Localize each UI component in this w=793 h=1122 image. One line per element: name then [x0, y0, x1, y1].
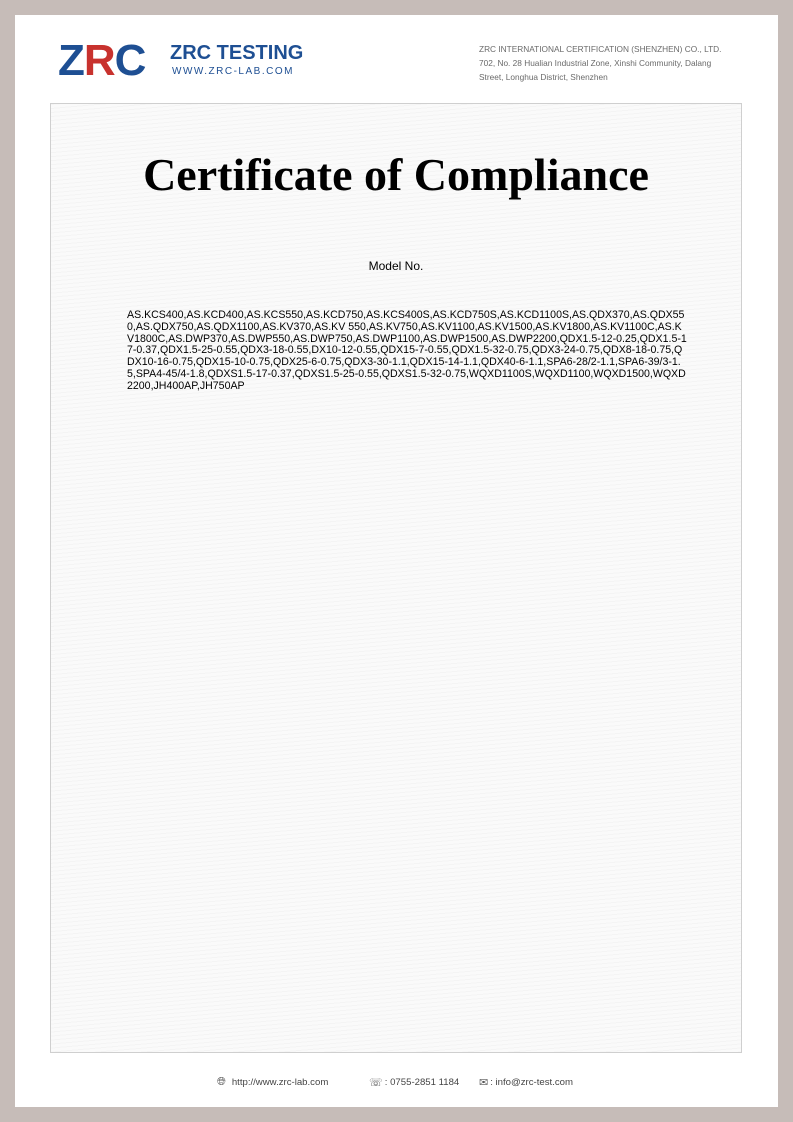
footer-email-address[interactable]: : info@zrc-test.com: [490, 1077, 573, 1088]
certificate-page: [15, 15, 778, 1107]
logo-name: ZRC TESTING: [170, 42, 304, 64]
logo-letter-z: Z: [58, 36, 84, 85]
zrc-logo: [58, 36, 308, 101]
footer-phone-number: : 0755-2851 1184: [384, 1077, 460, 1088]
footer-email: [479, 1076, 573, 1089]
footer-website-link[interactable]: http://www.zrc-lab.com: [231, 1077, 329, 1088]
certificate-frame: [50, 103, 742, 1053]
company-address-line2: Street, Longhua District, Shenzhen: [479, 72, 608, 82]
mail-icon: ✉: [479, 1077, 489, 1089]
phone-icon: ☏: [369, 1077, 383, 1089]
model-list: AS.KCS400,AS.KCD400,AS.KCS550,AS.KCD750,AS.KCS400S,AS.KCD750S,AS.KCD1100S,AS.QDX370,AS.QDX550,AS.QDX750,AS.QDX1100,AS.KV370,AS.KV 550,AS.KV750,AS.KV1100,AS.KV1500,AS.KV1800,AS.KV1100C,AS.KV1800C,AS.DWP370,AS.DWP550,AS.DWP750,AS.DWP1100,AS.DWP1500,AS.DWP2200,QDX1.5-12-0.25,QDX1.5-17-0.37,QDX1.5-25-0.55,QDX3-18-0.55,DX10-12-0.55,QDX15-7-0.55,QDX1.5-32-0.75,QDX3-24-0.75,QDX8-18-0.75,QDX10-16-0.75,QDX15-10-0.75,QDX25-6-0.75,QDX3-30-1.1,QDX15-14-1.1,QDX40-6-1.1,SPA6-28/2-1.1,SPA6-39/3-1.5,SPA4-45/4-1.8,QDXS1.5-17-0.37,QDXS1.5-25-0.55,QDXS1.5-32-0.75,WQXD1100S,WQXD1100,WQXD1500,WQXD2200,JH400AP,JH750AP: [127, 309, 687, 392]
logo-mark: [58, 36, 146, 85]
page-title: Certificate of Compliance: [143, 149, 649, 200]
footer-phone: [369, 1076, 459, 1089]
logo-url: WWW.ZRC-LAB.COM: [172, 66, 294, 77]
globe-icon: 🌐︎: [217, 1076, 226, 1088]
footer: [15, 1076, 778, 1092]
logo-letter-r: R: [83, 36, 115, 85]
model-label: Model No.: [368, 259, 424, 273]
logo-letter-c: C: [114, 36, 146, 85]
company-name: ZRC INTERNATIONAL CERTIFICATION (SHENZHEN) CO., LTD.: [479, 44, 722, 54]
company-address: [479, 42, 749, 84]
footer-website: [217, 1076, 328, 1089]
company-address-line1: 702, No. 28 Hualian Industrial Zone, Xinshi Community, Dalang: [479, 58, 712, 68]
